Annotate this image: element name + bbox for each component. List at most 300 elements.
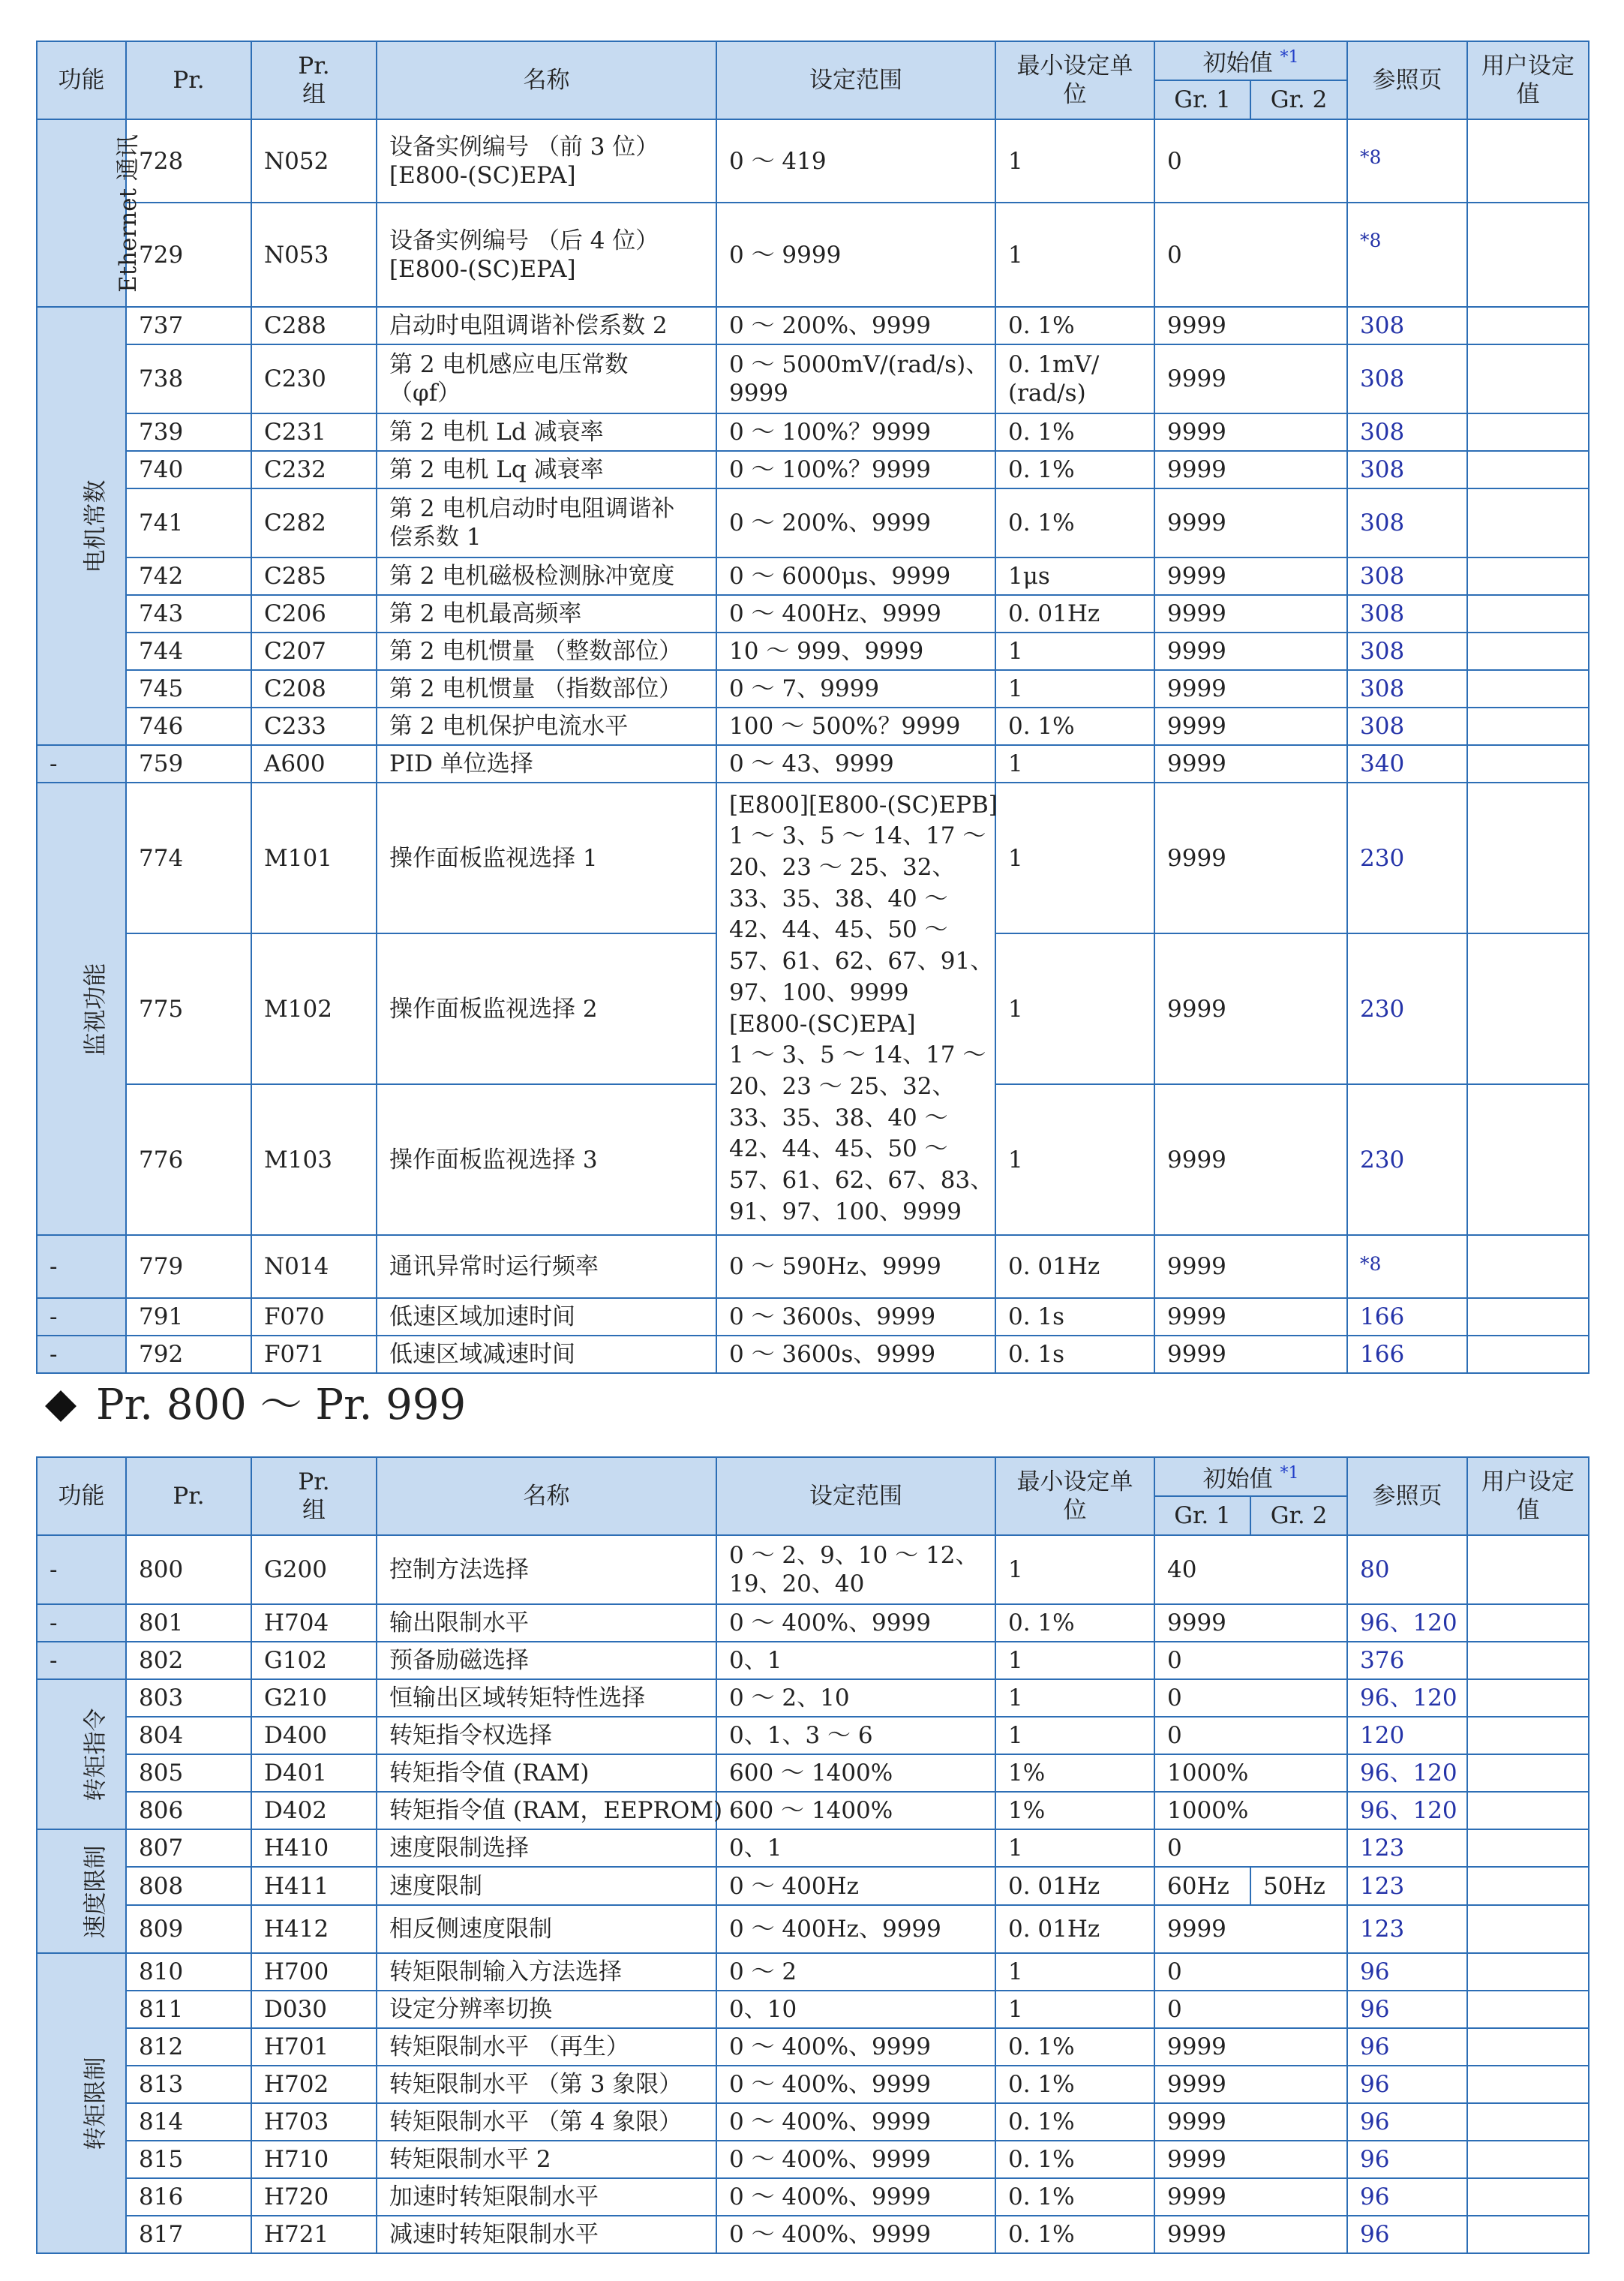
col-name: 名称 [377, 1457, 716, 1535]
unit-cell: 0. 1% [995, 2066, 1154, 2103]
table-row [37, 451, 1589, 488]
ref-link[interactable]: 96、120 [1347, 1604, 1467, 1642]
range-cell: 0 ～ 419 [716, 119, 995, 203]
group-cell: C288 [251, 307, 377, 344]
unit-cell: 1 [995, 1642, 1154, 1679]
init-cell: 9999 [1154, 2103, 1347, 2141]
range-cell: 0、10 [716, 1991, 995, 2028]
func-ethernet: Ethernet 通讯 [37, 119, 126, 307]
init-cell: 9999 [1154, 2028, 1347, 2066]
ref-link[interactable]: 96、120 [1347, 1754, 1467, 1792]
col-init: 初始值 $^{*1}$ [1154, 41, 1347, 80]
ref-link[interactable]: 166 [1347, 1298, 1467, 1336]
table-row [37, 2028, 1589, 2066]
name-cell: 操作面板监视选择 1 [377, 783, 716, 933]
name-cell: 转矩限制输入方法选择 [377, 1953, 716, 1991]
pr-cell: 805 [126, 1754, 251, 1792]
pr-cell: 728 [126, 119, 251, 203]
ref-link[interactable]: *8 [1347, 203, 1467, 307]
user-value-cell [1467, 670, 1589, 708]
unit-cell: 0. 1s [995, 1298, 1154, 1336]
unit-cell: 1 [995, 119, 1154, 203]
user-value-cell [1467, 2066, 1589, 2103]
table-row [37, 2066, 1589, 2103]
table-row [37, 1535, 1589, 1604]
init-cell: 9999 [1154, 1604, 1347, 1642]
name-cell: 设备实例编号 （前 3 位） [E800-(SC)EPA] [377, 119, 716, 203]
col-func: 功能 [37, 1457, 126, 1535]
group-cell: C206 [251, 595, 377, 633]
init-cell: 9999 [1154, 1084, 1347, 1235]
ref-link[interactable]: 96 [1347, 1953, 1467, 1991]
init-cell: 9999 [1154, 344, 1347, 413]
ref-link[interactable]: 96 [1347, 2028, 1467, 2066]
pr-cell: 744 [126, 633, 251, 670]
ref-link[interactable]: 340 [1347, 745, 1467, 783]
init-cell: 9999 [1154, 1336, 1347, 1373]
ref-link[interactable]: 230 [1347, 933, 1467, 1084]
ref-link[interactable]: 308 [1347, 451, 1467, 488]
group-cell: H703 [251, 2103, 377, 2141]
header-row [37, 1457, 1589, 1496]
name-cell: 转矩指令权选择 [377, 1717, 716, 1754]
user-value-cell [1467, 1991, 1589, 2028]
group-cell: C233 [251, 708, 377, 745]
unit-cell: 1 [995, 1084, 1154, 1235]
range-cell: 0 ～ 3600s、9999 [716, 1298, 995, 1336]
init-cell: 9999 [1154, 1235, 1347, 1298]
table-row [37, 595, 1589, 633]
table-row [37, 1604, 1589, 1642]
group-cell: G102 [251, 1642, 377, 1679]
pr-cell: 811 [126, 1991, 251, 2028]
unit-cell: 0. 01Hz [995, 1905, 1154, 1953]
group-cell: H721 [251, 2216, 377, 2253]
table-row [37, 1905, 1589, 1953]
ref-link[interactable]: 96 [1347, 2216, 1467, 2253]
init-cell: 1000% [1154, 1754, 1347, 1792]
pr-cell: 800 [126, 1535, 251, 1604]
user-value-cell [1467, 1792, 1589, 1829]
group-cell: N053 [251, 203, 377, 307]
table-row [37, 413, 1589, 451]
ref-link[interactable]: 96 [1347, 2141, 1467, 2178]
table-row [37, 203, 1589, 307]
pr-cell: 738 [126, 344, 251, 413]
col-user-value: 用户设定 值 [1467, 41, 1589, 119]
func-monitor: 监视功能 [37, 783, 126, 1235]
name-cell: 转矩指令值 (RAM，EEPROM) [377, 1792, 716, 1829]
range-cell: 0 ～ 5000mV/(rad/s)、 9999 [716, 344, 995, 413]
group-cell: D402 [251, 1792, 377, 1829]
unit-cell: 0. 1% [995, 2141, 1154, 2178]
name-cell: 加速时转矩限制水平 [377, 2178, 716, 2216]
col-range: 设定范围 [716, 41, 995, 119]
pr-cell: 815 [126, 2141, 251, 2178]
ref-link[interactable]: 376 [1347, 1642, 1467, 1679]
init-cell: 9999 [1154, 933, 1347, 1084]
ref-link[interactable]: 96、120 [1347, 1679, 1467, 1717]
unit-cell: 1 [995, 1953, 1154, 1991]
range-cell: 100 ～ 500%？9999 [716, 708, 995, 745]
table-row [37, 708, 1589, 745]
col-gr2: Gr. 2 [1250, 1496, 1347, 1535]
ref-link[interactable]: 308 [1347, 413, 1467, 451]
name-cell: 转矩限制水平 （第 4 象限） [377, 2103, 716, 2141]
name-cell: 第 2 电机 Ld 减衰率 [377, 413, 716, 451]
group-cell: D401 [251, 1754, 377, 1792]
ref-link[interactable]: 230 [1347, 1084, 1467, 1235]
ref-link[interactable]: 308 [1347, 708, 1467, 745]
range-cell: 0 ～ 43、9999 [716, 745, 995, 783]
init-cell: 9999 [1154, 2066, 1347, 2103]
table-row [37, 1754, 1589, 1792]
group-cell: H701 [251, 2028, 377, 2066]
init-cell: 9999 [1154, 670, 1347, 708]
user-value-cell [1467, 488, 1589, 557]
ref-link[interactable]: 96、120 [1347, 1792, 1467, 1829]
table-row [37, 1792, 1589, 1829]
range-cell: 0 ～ 400Hz、9999 [716, 595, 995, 633]
range-cell: 0 ～ 2、9、10 ～ 12、 19、20、40 [716, 1535, 995, 1604]
unit-cell: 0. 1s [995, 1336, 1154, 1373]
table-row [37, 1642, 1589, 1679]
group-cell: G210 [251, 1679, 377, 1717]
group-cell: C232 [251, 451, 377, 488]
init-cell: 9999 [1154, 2178, 1347, 2216]
group-cell: C207 [251, 633, 377, 670]
group-cell: H710 [251, 2141, 377, 2178]
user-value-cell [1467, 2103, 1589, 2141]
table-row [37, 557, 1589, 595]
range-cell: 600 ～ 1400% [716, 1792, 995, 1829]
section-title: Pr. 800 ～ Pr. 999 [36, 1379, 466, 1432]
table-row [37, 2103, 1589, 2141]
group-cell: A600 [251, 745, 377, 783]
group-cell: C285 [251, 557, 377, 595]
name-cell: 预备励磁选择 [377, 1642, 716, 1679]
name-cell: 低速区域加速时间 [377, 1298, 716, 1336]
user-value-cell [1467, 633, 1589, 670]
table-row [37, 2141, 1589, 2178]
user-value-cell [1467, 203, 1589, 307]
col-name: 名称 [377, 41, 716, 119]
ref-link[interactable]: 123 [1347, 1829, 1467, 1867]
pr-cell: 729 [126, 203, 251, 307]
col-pr-group: Pr. 组 [251, 1457, 377, 1535]
parameter-table-700s [36, 41, 1589, 1374]
func-none: - [37, 1235, 126, 1298]
header-row [37, 41, 1589, 80]
table-row [37, 488, 1589, 557]
init-cell: 9999 [1154, 413, 1347, 451]
pr-cell: 742 [126, 557, 251, 595]
init-cell: 9999 [1154, 488, 1347, 557]
col-func: 功能 [37, 41, 126, 119]
unit-cell: 0. 1mV/ (rad/s) [995, 344, 1154, 413]
ref-link[interactable]: 308 [1347, 557, 1467, 595]
range-cell: 0 ～ 200%、9999 [716, 307, 995, 344]
pr-cell: 779 [126, 1235, 251, 1298]
col-gr1: Gr. 1 [1154, 1496, 1250, 1535]
table-row [37, 1336, 1589, 1373]
user-value-cell [1467, 595, 1589, 633]
user-value-cell [1467, 1604, 1589, 1642]
unit-cell: 0. 1% [995, 2216, 1154, 2253]
unit-cell: 0. 1% [995, 488, 1154, 557]
range-cell: 0 ～ 400%、9999 [716, 2178, 995, 2216]
func-none: - [37, 1298, 126, 1336]
user-value-cell [1467, 1679, 1589, 1717]
table-row [37, 307, 1589, 344]
range-cell: 0 ～ 400%、9999 [716, 2066, 995, 2103]
col-gr1: Gr. 1 [1154, 80, 1250, 119]
unit-cell: 0. 1% [995, 451, 1154, 488]
user-value-cell [1467, 745, 1589, 783]
table-row [37, 1298, 1589, 1336]
name-cell: 第 2 电机感应电压常数 （φf） [377, 344, 716, 413]
group-cell: M102 [251, 933, 377, 1084]
unit-cell: 0. 1% [995, 413, 1154, 451]
user-value-cell [1467, 1642, 1589, 1679]
ref-link[interactable]: 166 [1347, 1336, 1467, 1373]
ref-link[interactable]: 308 [1347, 344, 1467, 413]
range-cell: 0 ～ 400%、9999 [716, 2103, 995, 2141]
col-user-value: 用户设定 值 [1467, 1457, 1589, 1535]
range-cell: 0 ～ 400%、9999 [716, 1604, 995, 1642]
name-cell: 转矩指令值 (RAM) [377, 1754, 716, 1792]
user-value-cell [1467, 557, 1589, 595]
pr-cell: 806 [126, 1792, 251, 1829]
name-cell: 第 2 电机启动时电阻调谐补 偿系数 1 [377, 488, 716, 557]
table-row [37, 1717, 1589, 1754]
init-cell: 0 [1154, 1953, 1347, 1991]
func-none: - [37, 1336, 126, 1373]
pr-cell: 791 [126, 1298, 251, 1336]
group-cell: H702 [251, 2066, 377, 2103]
pr-cell: 775 [126, 933, 251, 1084]
table-row [37, 1953, 1589, 1991]
parameter-table-800s [36, 1456, 1589, 2254]
user-value-cell [1467, 1905, 1589, 1953]
init-cell: 9999 [1154, 1298, 1347, 1336]
table-row [37, 2178, 1589, 2216]
ref-link[interactable]: 308 [1347, 488, 1467, 557]
user-value-cell [1467, 413, 1589, 451]
pr-cell: 807 [126, 1829, 251, 1867]
group-cell: C208 [251, 670, 377, 708]
name-cell: 输出限制水平 [377, 1604, 716, 1642]
func-none: - [37, 1604, 126, 1642]
unit-cell: 1 [995, 933, 1154, 1084]
group-cell: H720 [251, 2178, 377, 2216]
init-cell: 9999 [1154, 2141, 1347, 2178]
init-cell: 9999 [1154, 307, 1347, 344]
ref-link[interactable]: 308 [1347, 633, 1467, 670]
pr-cell: 745 [126, 670, 251, 708]
name-cell: 操作面板监视选择 2 [377, 933, 716, 1084]
name-cell: 第 2 电机最高频率 [377, 595, 716, 633]
pr-cell: 774 [126, 783, 251, 933]
ref-link[interactable]: 308 [1347, 595, 1467, 633]
pr-cell: 816 [126, 2178, 251, 2216]
user-value-cell [1467, 1235, 1589, 1298]
range-cell: 0、1、3 ～ 6 [716, 1717, 995, 1754]
unit-cell: 0. 1% [995, 708, 1154, 745]
user-value-cell [1467, 2141, 1589, 2178]
range-cell: 0 ～ 2、10 [716, 1679, 995, 1717]
pr-cell: 814 [126, 2103, 251, 2141]
func-speed-limit: 速度限制 [37, 1829, 126, 1953]
ref-link[interactable]: 96 [1347, 1991, 1467, 2028]
group-cell: N052 [251, 119, 377, 203]
name-cell: 设备实例编号 （后 4 位） [E800-(SC)EPA] [377, 203, 716, 307]
diamond-bullet-icon [45, 1390, 77, 1422]
pr-cell: 812 [126, 2028, 251, 2066]
group-cell: H411 [251, 1867, 377, 1905]
init-cell: 9999 [1154, 783, 1347, 933]
range-cell: 0 ～ 400Hz [716, 1867, 995, 1905]
pr-cell: 810 [126, 1953, 251, 1991]
name-cell: 转矩限制水平 （再生） [377, 2028, 716, 2066]
ref-link[interactable]: 308 [1347, 670, 1467, 708]
range-cell: 0 ～ 9999 [716, 203, 995, 307]
unit-cell: 1 [995, 1829, 1154, 1867]
col-pr-group: Pr. 组 [251, 41, 377, 119]
unit-cell: 0. 1% [995, 307, 1154, 344]
user-value-cell [1467, 1535, 1589, 1604]
group-cell: D030 [251, 1991, 377, 2028]
user-value-cell [1467, 1336, 1589, 1373]
ref-link[interactable]: 96 [1347, 2066, 1467, 2103]
func-torque-limit: 转矩限制 [37, 1953, 126, 2253]
name-cell: 设定分辨率切换 [377, 1991, 716, 2028]
group-cell: F071 [251, 1336, 377, 1373]
unit-cell: 0. 01Hz [995, 1867, 1154, 1905]
unit-cell: 1 [995, 1717, 1154, 1754]
ref-link[interactable]: 308 [1347, 307, 1467, 344]
init-cell: 0 [1154, 119, 1347, 203]
init-cell: 0 [1154, 1829, 1347, 1867]
name-cell: 相反侧速度限制 [377, 1905, 716, 1953]
range-cell: 0 ～ 6000μs、9999 [716, 557, 995, 595]
ref-link[interactable]: *8 [1347, 119, 1467, 203]
func-none: - [37, 1535, 126, 1604]
name-cell: PID 单位选择 [377, 745, 716, 783]
pr-cell: 808 [126, 1867, 251, 1905]
init-cell: 0 [1154, 1991, 1347, 2028]
group-cell: H700 [251, 1953, 377, 1991]
footnote-ref: *1 [1280, 48, 1299, 68]
range-cell: 0 ～ 100%？9999 [716, 451, 995, 488]
func-none: - [37, 745, 126, 783]
pr-cell: 792 [126, 1336, 251, 1373]
ref-link[interactable]: 96 [1347, 2103, 1467, 2141]
unit-cell: 1% [995, 1754, 1154, 1792]
pr-cell: 746 [126, 708, 251, 745]
ref-link[interactable]: 80 [1347, 1535, 1467, 1604]
ref-link[interactable]: *8 [1347, 1235, 1467, 1298]
group-cell: M103 [251, 1084, 377, 1235]
table-row [37, 670, 1589, 708]
pr-cell: 737 [126, 307, 251, 344]
group-cell: M101 [251, 783, 377, 933]
func-motor-constants: 电机常数 [37, 307, 126, 745]
user-value-cell [1467, 2178, 1589, 2216]
range-cell: 0 ～ 3600s、9999 [716, 1336, 995, 1373]
table-row [37, 344, 1589, 413]
range-cell: 600 ～ 1400% [716, 1754, 995, 1792]
range-cell: 0 ～ 7、9999 [716, 670, 995, 708]
unit-cell: 0. 1% [995, 2178, 1154, 2216]
ref-link[interactable]: 120 [1347, 1717, 1467, 1754]
unit-cell: 1 [995, 633, 1154, 670]
pr-cell: 804 [126, 1717, 251, 1754]
col-ref-page: 参照页 [1347, 41, 1467, 119]
init-cell: 9999 [1154, 633, 1347, 670]
ref-link[interactable]: 230 [1347, 783, 1467, 933]
unit-cell: 0. 1% [995, 1604, 1154, 1642]
init-cell: 1000% [1154, 1792, 1347, 1829]
pr-cell: 741 [126, 488, 251, 557]
user-value-cell [1467, 1298, 1589, 1336]
table-row [37, 2216, 1589, 2253]
ref-link[interactable]: 96 [1347, 2178, 1467, 2216]
pr-cell: 817 [126, 2216, 251, 2253]
unit-cell: 0. 01Hz [995, 1235, 1154, 1298]
pr-cell: 743 [126, 595, 251, 633]
user-value-cell [1467, 119, 1589, 203]
unit-cell: 1 [995, 203, 1154, 307]
init-cell: 0 [1154, 203, 1347, 307]
name-cell: 低速区域减速时间 [377, 1336, 716, 1373]
table-row [37, 119, 1589, 203]
init-cell: 9999 [1154, 451, 1347, 488]
name-cell: 恒输出区域转矩特性选择 [377, 1679, 716, 1717]
user-value-cell [1467, 783, 1589, 933]
range-cell: 10 ～ 999、9999 [716, 633, 995, 670]
init-cell: 0 [1154, 1717, 1347, 1754]
col-min-unit: 最小设定单 位 [995, 41, 1154, 119]
unit-cell: 1 [995, 783, 1154, 933]
name-cell: 第 2 电机磁极检测脉冲宽度 [377, 557, 716, 595]
user-value-cell [1467, 451, 1589, 488]
unit-cell: 1% [995, 1792, 1154, 1829]
group-cell: N014 [251, 1235, 377, 1298]
name-cell: 减速时转矩限制水平 [377, 2216, 716, 2253]
name-cell: 第 2 电机保护电流水平 [377, 708, 716, 745]
table-row [37, 1867, 1589, 1905]
group-cell: F070 [251, 1298, 377, 1336]
group-cell: D400 [251, 1717, 377, 1754]
ref-link[interactable]: 123 [1347, 1867, 1467, 1905]
footnote-ref: *1 [1280, 1464, 1299, 1483]
group-cell: C230 [251, 344, 377, 413]
name-cell: 操作面板监视选择 3 [377, 1084, 716, 1235]
ref-link[interactable]: 123 [1347, 1905, 1467, 1953]
name-cell: 第 2 电机 Lq 减衰率 [377, 451, 716, 488]
unit-cell: 1 [995, 1679, 1154, 1717]
init-cell: 9999 [1154, 557, 1347, 595]
init-gr1-cell: 60Hz [1154, 1867, 1250, 1905]
group-cell: C282 [251, 488, 377, 557]
unit-cell: 1 [995, 1535, 1154, 1604]
name-cell: 转矩限制水平 2 [377, 2141, 716, 2178]
range-cell: 0 ～ 400%、9999 [716, 2028, 995, 2066]
init-cell: 9999 [1154, 745, 1347, 783]
range-cell: 0、1 [716, 1642, 995, 1679]
range-cell: 0、1 [716, 1829, 995, 1867]
